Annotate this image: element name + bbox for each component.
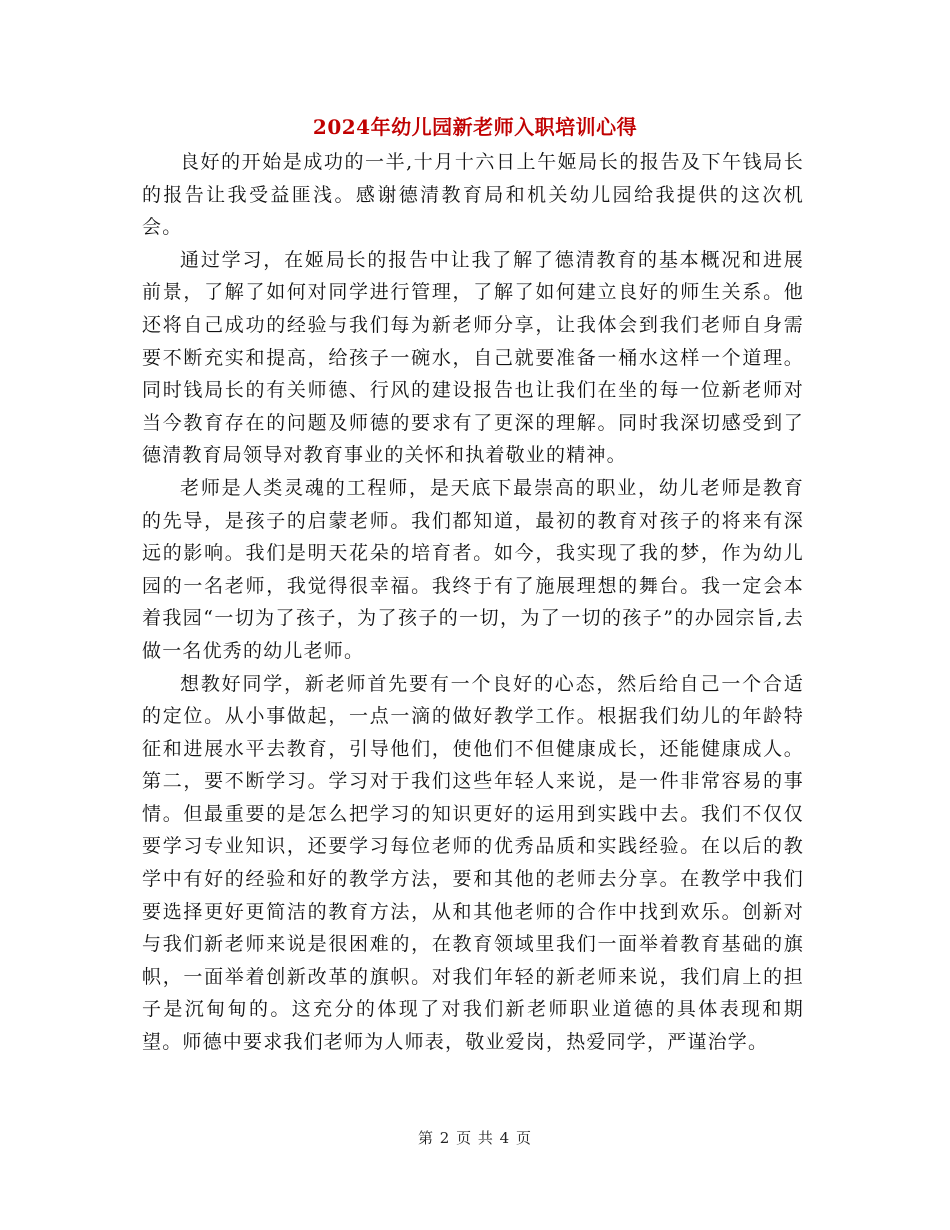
paragraph-4: 想教好同学，新老师首先要有一个良好的心态，然后给自己一个合适的定位。从小事做起，一点一滴的做好教学工作。根据我们幼儿的年龄特征和进展水平去教育，引导他们，使他们不但健康成长，还能健康成人。第二，要不断学习。学习对于我们这些年轻人来说，是一件非常容易的事情。但最重要的是怎么把学习的知识更好的运用到实践中去。我们不仅仅要学习专业知识，还要学习每位老师的优秀品质和实践经验。在以后的教学中有好的经验和好的教学方法，要和其他的老师去分享。在教学中我们要选择更好更简洁的教育方法，从和其他老师的合作中找到欢乐。创新对与我们新老师来说是很困难的，在教育领域里我们一面举着教育基础的旗帜，一面举着创新改革的旗帜。对我们年轻的新老师来说，我们肩上的担子是沉甸甸的。这充分的体现了对我们新老师职业道德的具体表现和期望。师德中要求我们老师为人师表，敬业爱岗，热爱同学，严谨治学。 <box>142 672 804 1054</box>
document-title: 2024年幼儿园新老师入职培训心得 <box>312 115 638 139</box>
paragraph-2: 通过学习，在姬局长的报告中让我了解了德清教育的基本概况和进展前景，了解了如何对同学进行管理，了解了如何建立良好的师生关系。他还将自己成功的经验与我们每为新老师分享，让我体会到我们老师自身需要不断充实和提高，给孩子一碗水，自己就要准备一桶水这样一个道理。同时钱局长的有关师德、行风的建设报告也让我们在坐的每一位新老师对当今教育存在的问题及师德的要求有了更深的理解。同时我深切感受到了德清教育局领导对教育事业的关怀和执着敬业的精神。 <box>142 248 804 467</box>
paragraph-3: 老师是人类灵魂的工程师，是天底下最崇高的职业，幼儿老师是教育的先导，是孩子的启蒙老师。我们都知道，最初的教育对孩子的将来有深远的影响。我们是明天花朵的培育者。如今，我实现了我的梦，作为幼儿园的一名老师，我觉得很幸福。我终于有了施展理想的舞台。我一定会本着我园“一切为了孩子，为了孩子的一切，为了一切的孩子”的办园宗旨,去做一名优秀的幼儿老师。 <box>142 476 804 662</box>
paragraph-1: 良好的开始是成功的一半,十月十六日上午姬局长的报告及下午钱局长的报告让我受益匪浅。感谢德清教育局和机关幼儿园给我提供的这次机会。 <box>142 151 804 239</box>
page-number-footer: 第 2 页 共 4 页 <box>418 1129 532 1147</box>
document-body <box>142 146 804 1059</box>
